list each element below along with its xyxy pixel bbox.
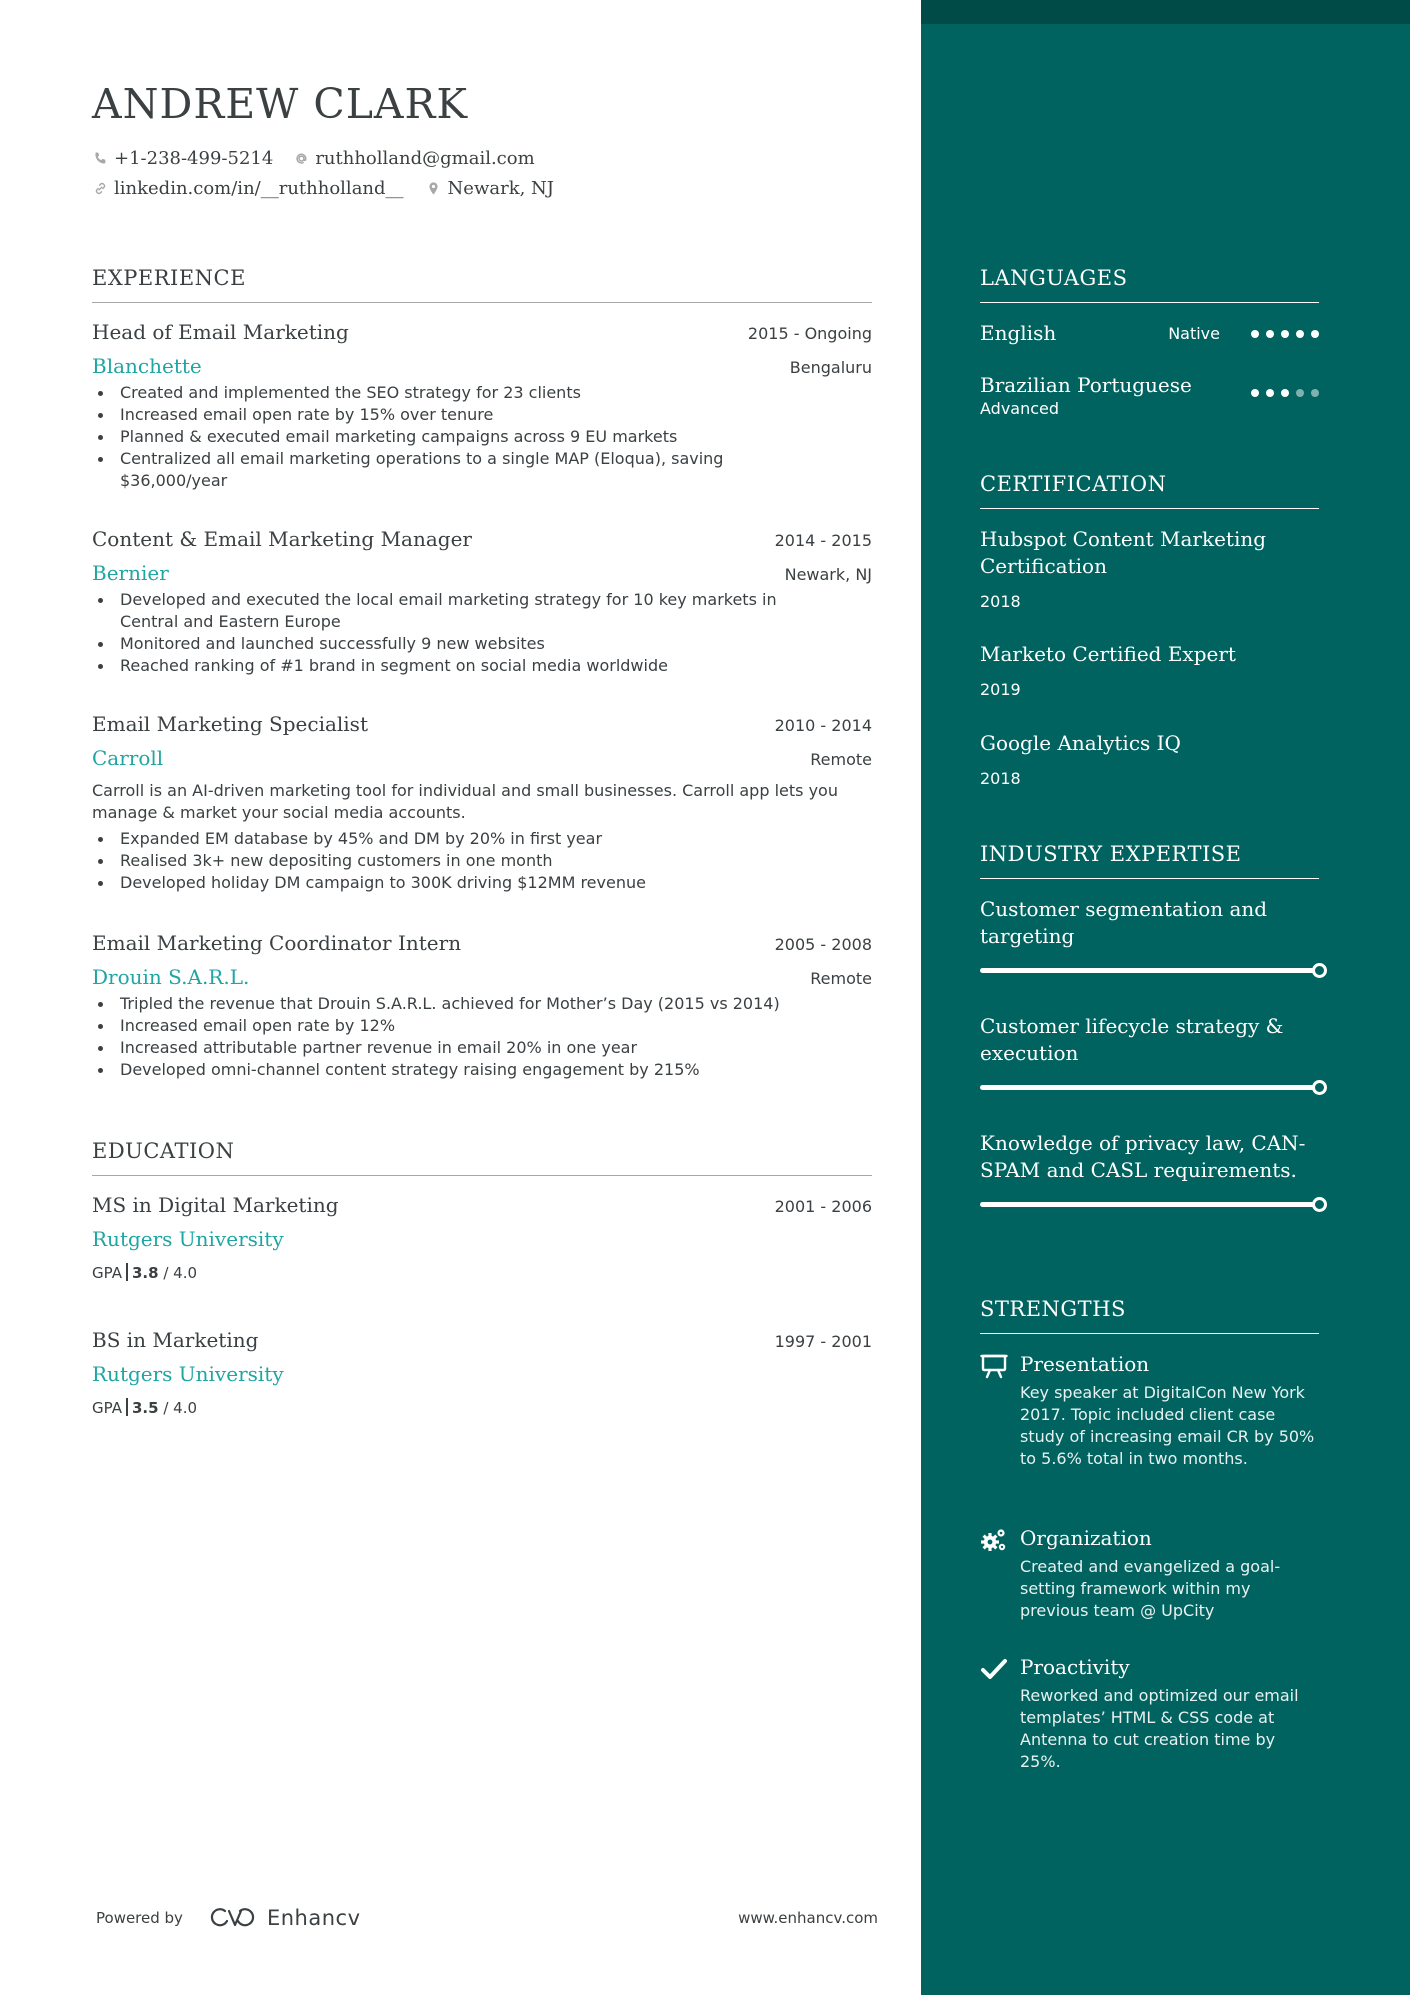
job-entry: [92, 320, 872, 492]
phone-icon: [92, 151, 108, 167]
language-level: Advanced: [980, 399, 1060, 418]
certification-name: Google Analytics IQ: [980, 731, 1181, 755]
certification-name: Marketo Certified Expert: [980, 642, 1236, 666]
bullet: Increased attributable partner revenue in email 20% in one year: [92, 1037, 872, 1059]
contact-row-1: [92, 148, 555, 169]
strength-item: [980, 1352, 1319, 1470]
expertise-level-bar: [980, 1202, 1319, 1207]
certification-name: Hubspot Content Marketing Certification: [980, 527, 1267, 578]
gpa-max: / 4.0: [163, 1264, 198, 1282]
bullet: Planned & executed email marketing campaigns across 9 EU markets: [92, 426, 872, 448]
language-item: [980, 372, 1319, 418]
job-location: Bengaluru: [789, 358, 872, 377]
gpa-label: GPA: [92, 1399, 122, 1417]
gpa-separator: [126, 1263, 128, 1281]
bullet: Developed and executed the local email marketing strategy for 10 key markets in Central and Eastern Europe: [92, 589, 872, 633]
certification-year: 2018: [980, 592, 1021, 611]
education-entry: [92, 1193, 872, 1282]
company-name: Carroll: [92, 746, 164, 770]
rating-dot: [1311, 330, 1319, 338]
expertise-item: [980, 1013, 1319, 1090]
expertise-level-knob: [1312, 1080, 1327, 1095]
location: [426, 178, 554, 199]
gpa-value: 3.8: [131, 1264, 159, 1282]
job-location: Newark, NJ: [784, 565, 872, 584]
enhancv-logo[interactable]: [209, 1906, 361, 1930]
school-name: Rutgers University: [92, 1362, 284, 1386]
company-name: Bernier: [92, 561, 169, 585]
expertise-name: Knowledge of privacy law, CAN-SPAM and CASL requirements.: [980, 1131, 1306, 1182]
degree: BS in Marketing: [92, 1328, 259, 1352]
expertise-level-bar: [980, 968, 1319, 973]
candidate-name: ANDREW CLARK: [92, 80, 469, 128]
expertise-item: [980, 1130, 1319, 1207]
bullet: Developed omni-channel content strategy raising engagement by 215%: [92, 1059, 872, 1081]
job-bullets: [92, 382, 872, 492]
job-entry: [92, 712, 872, 894]
school-name: Rutgers University: [92, 1227, 284, 1251]
company-description: Carroll is an AI-driven marketing tool for individual and small businesses. Carroll app lets you manage & market your social media accounts.: [92, 781, 838, 822]
bullet: Created and implemented the SEO strategy for 23 clients: [92, 382, 872, 404]
expertise-level-knob: [1312, 1197, 1327, 1212]
sidebar: [921, 0, 1410, 1995]
location-text: Newark, NJ: [447, 178, 555, 199]
job-bullets: [92, 993, 872, 1081]
job-location: Remote: [810, 969, 872, 988]
expertise-name: Customer segmentation and targeting: [980, 897, 1268, 948]
strength-title: Organization: [1020, 1526, 1152, 1550]
gpa: [92, 1263, 872, 1282]
certification-year: 2019: [980, 680, 1021, 699]
strength-title: Proactivity: [1020, 1655, 1130, 1679]
bullet: Developed holiday DM campaign to 300K driving $12MM revenue: [92, 872, 872, 894]
strength-item: [980, 1526, 1319, 1622]
job-entry: [92, 931, 872, 1081]
email-text[interactable]: ruthholland@gmail.com: [315, 148, 535, 169]
gpa-value: 3.5: [131, 1399, 159, 1417]
job-dates: 2014 - 2015: [774, 531, 872, 550]
education-heading: EDUCATION: [92, 1139, 872, 1176]
bullet: Realised 3k+ new depositing customers in one month: [92, 850, 872, 872]
experience-heading: EXPERIENCE: [92, 266, 872, 303]
contact-row-2: [92, 178, 574, 199]
rating-dot: [1281, 330, 1289, 338]
certification-item: [980, 641, 1319, 699]
language-name: English: [980, 321, 1057, 345]
job-title: Email Marketing Specialist: [92, 712, 368, 736]
bullet: Monitored and launched successfully 9 new websites: [92, 633, 872, 655]
gpa-separator: [126, 1398, 128, 1416]
education-entry: [92, 1328, 872, 1417]
language-item: [980, 320, 1319, 347]
bullet: Tripled the revenue that Drouin S.A.R.L. achieved for Mother’s Day (2015 vs 2014): [92, 993, 872, 1015]
expertise-item: [980, 896, 1319, 973]
expertise-name: Customer lifecycle strategy & execution: [980, 1014, 1284, 1065]
rating-dot: [1281, 389, 1289, 397]
brand-name: Enhancv: [266, 1906, 361, 1930]
job-bullets: [92, 589, 872, 677]
enhancv-logo-icon: [209, 1906, 255, 1930]
powered-by-label: Powered by: [96, 1909, 183, 1927]
sidebar-top-band: [921, 0, 1410, 24]
language-rating: [1244, 389, 1319, 397]
job-dates: 2005 - 2008: [774, 935, 872, 954]
job-entry: [92, 527, 872, 677]
bullet: Centralized all email marketing operations to a single MAP (Eloqua), saving $36,000/year: [92, 448, 872, 492]
job-dates: 2010 - 2014: [774, 716, 872, 735]
gears-icon: [980, 1526, 1008, 1554]
rating-dot: [1266, 389, 1274, 397]
company-name: Drouin S.A.R.L.: [92, 965, 250, 989]
gpa-label: GPA: [92, 1264, 122, 1282]
linkedin-text[interactable]: linkedin.com/in/__ruthholland__: [114, 178, 404, 199]
presentation-icon: [980, 1352, 1008, 1380]
phone-text: +1-238-499-5214: [114, 148, 274, 169]
phone: [92, 148, 273, 169]
company-name: Blanchette: [92, 354, 202, 378]
certification-year: 2018: [980, 769, 1021, 788]
rating-dot: [1251, 330, 1259, 338]
education-dates: 2001 - 2006: [774, 1197, 872, 1216]
website-link[interactable]: www.enhancv.com: [738, 1909, 878, 1927]
languages-heading: LANGUAGES: [980, 266, 1319, 303]
strength-title: Presentation: [1020, 1352, 1150, 1376]
job-bullets: [92, 828, 872, 894]
job-title: Email Marketing Coordinator Intern: [92, 931, 462, 955]
linkedin[interactable]: [92, 178, 404, 199]
rating-dot: [1251, 389, 1259, 397]
expertise-level-bar: [980, 1085, 1319, 1090]
rating-dot: [1311, 389, 1319, 397]
expertise-level-knob: [1312, 963, 1327, 978]
bullet: Expanded EM database by 45% and DM by 20% in first year: [92, 828, 872, 850]
bullet: Reached ranking of #1 brand in segment on social media worldwide: [92, 655, 872, 677]
checkmark-icon: [980, 1655, 1008, 1683]
bullet: Increased email open rate by 12%: [92, 1015, 872, 1037]
email[interactable]: [293, 148, 534, 169]
strength-item: [980, 1655, 1319, 1773]
job-title: Head of Email Marketing: [92, 320, 349, 344]
certification-heading: CERTIFICATION: [980, 472, 1319, 509]
rating-dot: [1266, 330, 1274, 338]
education-dates: 1997 - 2001: [774, 1332, 872, 1351]
certification-item: [980, 730, 1319, 788]
language-rating: [1244, 330, 1319, 338]
language-name: Brazilian Portuguese: [980, 373, 1192, 397]
rating-dot: [1296, 389, 1304, 397]
strengths-heading: STRENGTHS: [980, 1297, 1319, 1334]
strength-text: Created and evangelized a goal-setting framework within my previous team @ UpCity: [1020, 1557, 1281, 1620]
bullet: Increased email open rate by 15% over tenure: [92, 404, 872, 426]
link-icon: [92, 181, 108, 197]
gpa-max: / 4.0: [163, 1399, 198, 1417]
job-location: Remote: [810, 750, 872, 769]
rating-dot: [1296, 330, 1304, 338]
gpa: [92, 1398, 872, 1417]
location-pin-icon: [426, 181, 442, 197]
job-title: Content & Email Marketing Manager: [92, 527, 472, 551]
certification-item: [980, 526, 1319, 611]
degree: MS in Digital Marketing: [92, 1193, 339, 1217]
strength-text: Reworked and optimized our email templates’ HTML & CSS code at Antenna to cut creation time by 25%.: [1020, 1686, 1299, 1771]
at-icon: [293, 151, 309, 167]
footer: [96, 1906, 878, 1930]
powered-by: [96, 1906, 361, 1930]
strength-text: Key speaker at DigitalCon New York 2017. Topic included client case study of increasing email CR by 50% to 5.6% total in two months.: [1020, 1383, 1315, 1468]
language-level: Native: [1168, 324, 1220, 343]
job-dates: 2015 - Ongoing: [747, 324, 872, 343]
expertise-heading: INDUSTRY EXPERTISE: [980, 842, 1319, 879]
